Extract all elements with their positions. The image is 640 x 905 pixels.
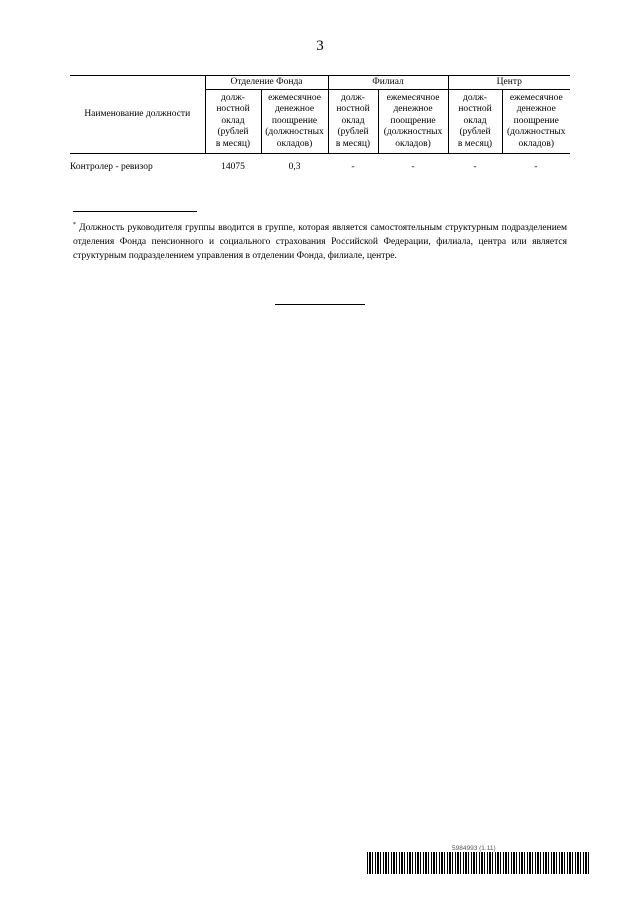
end-divider (275, 304, 365, 305)
group-header-filial: Филиал (328, 76, 448, 90)
position-header: Наименование должности (70, 76, 205, 154)
page-number: 3 (316, 38, 324, 54)
bonus-header: ежемесячное денежное поощрение (должностных окладов) (378, 90, 448, 154)
table-cell: 14075 (221, 162, 245, 173)
barcode-image (367, 852, 590, 874)
footnote-text: Должность руководителя группы вводится в группе, которая является самостоятельным структурным подразделением отделения Фонда пенсионного и социального страхования Российской Федерации, филиала, центра или является структурным подразделением управления в отделении Фонда, филиале, центре. (73, 223, 568, 261)
salary-table (70, 75, 570, 182)
salary-header: долж- ностной оклад (рублей в месяц) (205, 90, 261, 154)
table-cell: 0,3 (288, 162, 301, 173)
footnote-marker: * (73, 221, 76, 228)
salary-header: долж- ностной оклад (рублей в месяц) (328, 90, 378, 154)
group-header-fund-branch: Отделение Фонда (205, 76, 328, 90)
table-cell: - (411, 162, 415, 173)
table-cell: - (534, 162, 538, 173)
footnote (73, 221, 567, 263)
table-cell: - (351, 162, 355, 173)
salary-header: долж- ностной оклад (рублей в месяц) (448, 90, 502, 154)
document-code: 5984993 (1.11) (452, 845, 496, 852)
group-header-center: Центр (448, 76, 570, 90)
bonus-header: ежемесячное денежное поощрение (должностных окладов) (261, 90, 328, 154)
footnote-divider (73, 211, 197, 212)
bonus-header: ежемесячное денежное поощрение (должностных окладов) (502, 90, 570, 154)
position-name: Контролер - ревизор (70, 162, 153, 173)
table-cell: - (473, 162, 477, 173)
table-row (70, 154, 570, 183)
